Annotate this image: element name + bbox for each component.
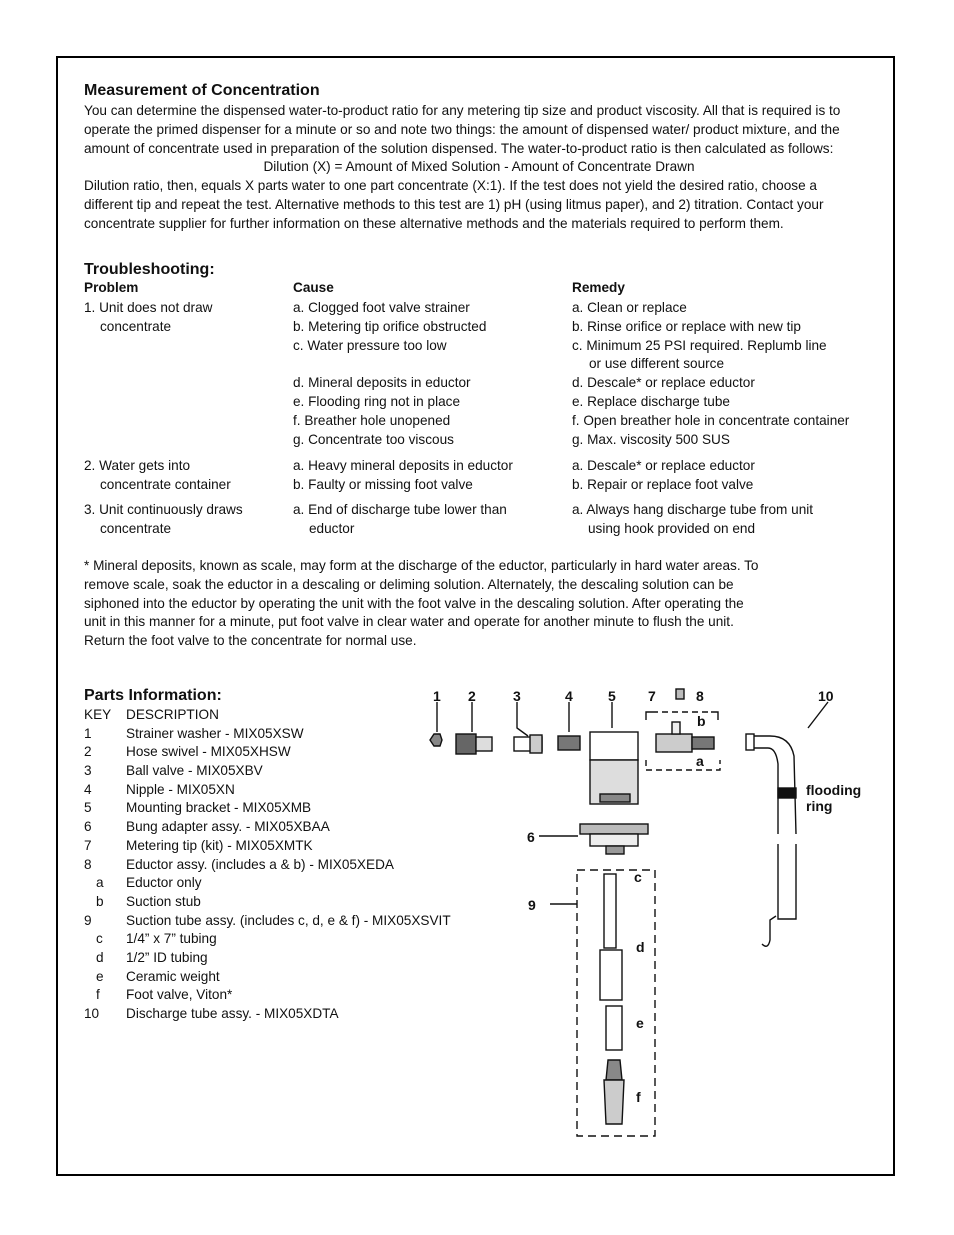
parts-key: 9 (84, 912, 92, 928)
parts-key: a (96, 875, 104, 891)
remedy-text: a. Clean or replace (572, 300, 687, 315)
cause-text: c. Water pressure too low (293, 337, 447, 353)
parts-key: 6 (84, 819, 92, 835)
cause-text (293, 355, 563, 374)
parts-key: c (96, 931, 103, 947)
parts-description: Bung adapter assy. - MIX05XBAA (126, 819, 330, 835)
cause-text: a. End of discharge tube lower than (293, 502, 507, 517)
header-cause: Cause (293, 280, 334, 295)
parts-description: Nipple - MIX05XN (126, 781, 235, 797)
parts-key: 4 (84, 781, 92, 797)
callout-f: f (636, 1089, 641, 1105)
parts-key: 7 (84, 837, 92, 853)
remedy-text: e. Replace discharge tube (572, 393, 730, 409)
parts-description: 1/2” ID tubing (126, 949, 208, 965)
remedy-text: using hook provided on end (588, 520, 756, 536)
callout-3: 3 (513, 688, 521, 704)
parts-description: Foot valve, Viton* (126, 987, 233, 1003)
measurement-section (84, 82, 874, 234)
measurement-line: operate the primed dispenser for a minute or so and note two things: the amount of dispensed water/ product mixture, and the (84, 121, 840, 137)
parts-description: Eductor only (126, 875, 202, 891)
header-remedy: Remedy (572, 280, 625, 295)
troubleshooting-title: Troubleshooting: (84, 261, 215, 278)
eductor-assembly-drawing (646, 689, 720, 770)
callout-e: e (636, 1015, 644, 1031)
callout-6: 6 (527, 829, 535, 845)
parts-description: Mounting bracket - MIX05XMB (126, 800, 312, 816)
callout-7: 7 (648, 688, 656, 704)
parts-key: b (96, 893, 104, 909)
cause-text: g. Concentrate too viscous (293, 431, 454, 447)
measurement-line: concentrate supplier for further information on these alternative methods and the materials required to perform them. (84, 215, 784, 231)
parts-description: Discharge tube assy. - MIX05XDTA (126, 1006, 339, 1021)
cause-text: e. Flooding ring not in place (293, 393, 461, 409)
troubleshooting-section (84, 261, 884, 539)
callout-d: d (636, 939, 645, 955)
hose-swivel-drawing (456, 702, 492, 754)
parts-key: 1 (84, 725, 92, 741)
callout-b: b (697, 713, 706, 729)
strainer-washer-drawing (430, 702, 442, 746)
parts-key: 5 (84, 800, 92, 816)
nipple-drawing (558, 702, 580, 750)
problem-text: 3. Unit continuously draws (84, 502, 243, 517)
callout-c: c (634, 869, 642, 885)
callout-a: a (696, 753, 704, 769)
troubleshooting-group (84, 299, 884, 451)
ball-valve-drawing (514, 702, 542, 753)
measurement-line: You can determine the dispensed water-to-product ratio for any metering tip size and product viscosity. All that is required is to (84, 103, 841, 118)
callout-4: 4 (565, 688, 573, 704)
mounting-bracket-drawing (590, 702, 638, 804)
parts-description: 1/4” x 7” tubing (126, 931, 217, 947)
descale-footnote (84, 557, 814, 651)
cause-text: d. Mineral deposits in eductor (293, 375, 471, 391)
parts-description: Strainer washer - MIX05XSW (126, 725, 304, 741)
remedy-text: or use different source (589, 356, 725, 372)
parts-key: f (96, 987, 100, 1003)
cause-text: b. Metering tip orifice obstructed (293, 318, 487, 334)
remedy-text: g. Max. viscosity 500 SUS (572, 431, 730, 447)
problem-text: concentrate (100, 520, 172, 536)
flooding-ring-label: flooding (806, 782, 862, 798)
troubleshooting-header-row (84, 280, 884, 299)
cause-text: b. Faulty or missing foot valve (293, 476, 473, 492)
parts-key: e (96, 968, 104, 984)
parts-key-header: KEY (84, 707, 112, 722)
remedy-text: f. Open breather hole in concentrate container (572, 412, 850, 428)
cause-text: a. Clogged foot valve strainer (293, 300, 470, 315)
cause-text: a. Heavy mineral deposits in eductor (293, 458, 513, 473)
parts-description: Metering tip (kit) - MIX05XMTK (126, 837, 313, 853)
callout-8: 8 (696, 688, 704, 704)
footnote-line: * Mineral deposits, known as scale, may form at the discharge of the eductor, particularly in hard water areas. To (84, 558, 759, 573)
troubleshooting-group (84, 501, 884, 539)
remedy-text: a. Always hang discharge tube from unit (572, 502, 814, 517)
measurement-title: Measurement of Concentration (84, 82, 320, 99)
measurement-line: Dilution ratio, then, equals X parts water to one part concentrate (X:1). If the test does not yield the desired ratio, choose a (84, 178, 817, 194)
callout-9: 9 (528, 897, 536, 913)
remedy-text: a. Descale* or replace eductor (572, 458, 755, 473)
parts-description: Suction tube assy. (includes c, d, e & f) - MIX05XSVIT (126, 912, 451, 928)
flooding-ring-label: ring (806, 798, 833, 814)
callout-5: 5 (608, 688, 616, 704)
remedy-text: c. Minimum 25 PSI required. Replumb line (572, 337, 827, 353)
bung-adapter-drawing (539, 824, 648, 854)
cause-text: eductor (309, 520, 355, 536)
parts-key: d (96, 949, 104, 965)
cause-text: f. Breather hole unopened (293, 412, 451, 428)
footnote-line: siphoned into the eductor by operating the unit with the foot valve in the descaling solution. After operating the (84, 595, 744, 611)
footnote-line: unit in this manner for a minute, put foot valve in clear water and operate for another minute to flush the unit. (84, 614, 734, 630)
remedy-text: d. Descale* or replace eductor (572, 375, 755, 391)
measurement-line: different tip and repeat the test. Alternative methods to this test are 1) pH (using litmus paper), and 2) titration. Contact your (84, 196, 824, 212)
dilution-formula: Dilution (X) = Amount of Mixed Solution - Amount of Concentrate Drawn (263, 159, 695, 175)
parts-key: 8 (84, 856, 92, 872)
callout-2: 2 (468, 688, 476, 704)
parts-diagram (420, 684, 880, 1144)
parts-key: 3 (84, 763, 92, 779)
problem-text: concentrate (100, 318, 172, 334)
problem-text: 1. Unit does not draw (84, 300, 213, 315)
parts-key: 10 (84, 1006, 100, 1021)
problem-text: concentrate container (100, 476, 231, 492)
discharge-tube-drawing (746, 702, 828, 946)
parts-title: Parts Information: (84, 687, 222, 704)
parts-description: Eductor assy. (includes a & b) - MIX05XEDA (126, 856, 394, 872)
parts-description: Hose swivel - MIX05XHSW (126, 744, 291, 760)
problem-text: 2. Water gets into (84, 458, 191, 473)
measurement-line: amount of concentrate used in preparation of the solution dispensed. The water-to-product ratio is then calculated as follows: (84, 140, 834, 156)
callout-10: 10 (818, 688, 834, 704)
footnote-line: Return the foot valve to the concentrate for normal use. (84, 633, 417, 649)
troubleshooting-group (84, 457, 884, 495)
remedy-text: b. Rinse orifice or replace with new tip (572, 318, 801, 334)
parts-description-header: DESCRIPTION (126, 707, 219, 722)
callout-1: 1 (433, 688, 441, 704)
parts-description: Suction stub (126, 893, 201, 909)
footnote-line: remove scale, soak the eductor in a descaling or deliming solution. Alternately, the descaling solution can be (84, 576, 734, 592)
header-problem: Problem (84, 280, 139, 295)
parts-description: Ball valve - MIX05XBV (126, 763, 263, 779)
parts-description: Ceramic weight (126, 968, 220, 984)
remedy-text: b. Repair or replace foot valve (572, 476, 754, 492)
parts-key: 2 (84, 744, 92, 760)
